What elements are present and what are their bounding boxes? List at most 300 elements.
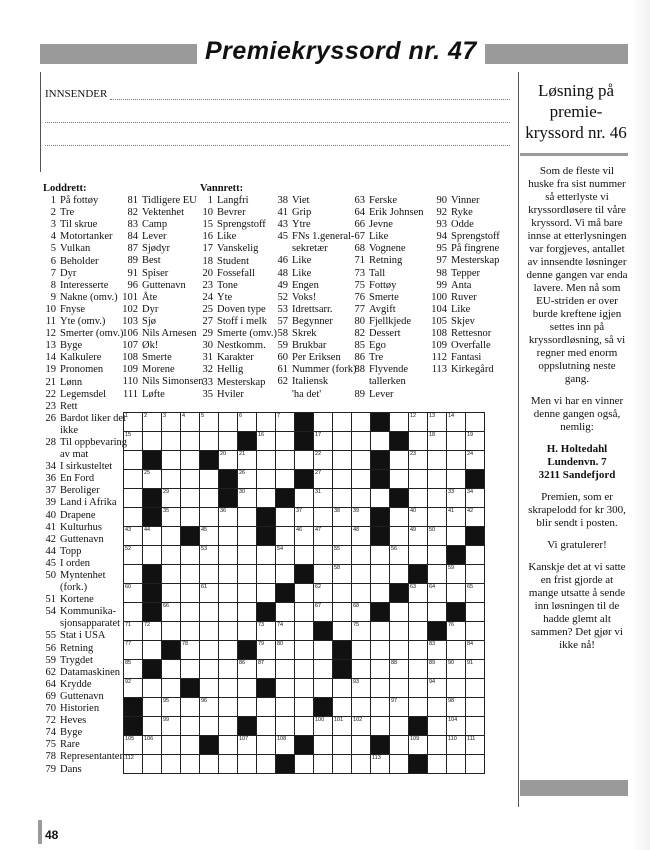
grid-cell[interactable] [390, 736, 409, 755]
grid-cell[interactable] [162, 755, 181, 774]
grid-cell[interactable] [200, 413, 219, 432]
grid-cell[interactable] [219, 717, 238, 736]
grid-cell[interactable] [162, 679, 181, 698]
grid-cell[interactable] [428, 527, 447, 546]
grid-cell[interactable] [333, 546, 352, 565]
grid-cell[interactable] [124, 622, 143, 641]
grid-cell[interactable] [143, 527, 162, 546]
grid-cell[interactable] [466, 698, 485, 717]
grid-cell[interactable] [162, 717, 181, 736]
grid-cell[interactable] [352, 527, 371, 546]
grid-cell[interactable] [333, 413, 352, 432]
grid-cell[interactable] [238, 660, 257, 679]
grid-cell[interactable] [238, 679, 257, 698]
grid-cell[interactable] [200, 470, 219, 489]
grid-cell[interactable] [295, 584, 314, 603]
grid-cell[interactable] [314, 565, 333, 584]
grid-cell[interactable] [257, 622, 276, 641]
grid-cell[interactable] [333, 679, 352, 698]
grid-cell[interactable] [314, 641, 333, 660]
grid-cell[interactable] [124, 641, 143, 660]
grid-cell[interactable] [257, 413, 276, 432]
grid-cell[interactable] [428, 413, 447, 432]
grid-cell[interactable] [466, 413, 485, 432]
grid-cell[interactable] [238, 755, 257, 774]
grid-cell[interactable] [181, 736, 200, 755]
grid-cell[interactable] [295, 717, 314, 736]
grid-cell[interactable] [162, 508, 181, 527]
grid-cell[interactable] [200, 679, 219, 698]
grid-cell[interactable] [162, 470, 181, 489]
grid-cell[interactable] [314, 603, 333, 622]
grid-cell[interactable] [409, 527, 428, 546]
grid-cell[interactable] [447, 641, 466, 660]
grid-cell[interactable] [390, 717, 409, 736]
grid-cell[interactable] [124, 489, 143, 508]
grid-cell[interactable] [181, 470, 200, 489]
grid-cell[interactable] [276, 641, 295, 660]
address-line-2[interactable] [45, 144, 510, 146]
grid-cell[interactable] [466, 546, 485, 565]
grid-cell[interactable] [200, 432, 219, 451]
grid-cell[interactable] [428, 489, 447, 508]
grid-cell[interactable] [257, 451, 276, 470]
grid-cell[interactable] [276, 698, 295, 717]
grid-cell[interactable] [124, 565, 143, 584]
grid-cell[interactable] [295, 698, 314, 717]
grid-cell[interactable] [352, 660, 371, 679]
grid-cell[interactable] [276, 622, 295, 641]
grid-cell[interactable] [371, 546, 390, 565]
grid-cell[interactable] [428, 717, 447, 736]
grid-cell[interactable] [295, 755, 314, 774]
grid-cell[interactable] [333, 698, 352, 717]
grid-cell[interactable] [314, 679, 333, 698]
grid-cell[interactable] [143, 698, 162, 717]
grid-cell[interactable] [238, 622, 257, 641]
grid-cell[interactable] [333, 736, 352, 755]
grid-cell[interactable] [466, 508, 485, 527]
grid-cell[interactable] [390, 641, 409, 660]
grid-cell[interactable] [333, 755, 352, 774]
grid-cell[interactable] [295, 641, 314, 660]
grid-cell[interactable] [181, 565, 200, 584]
grid-cell[interactable] [333, 584, 352, 603]
grid-cell[interactable] [143, 755, 162, 774]
grid-cell[interactable] [371, 660, 390, 679]
grid-cell[interactable] [257, 489, 276, 508]
grid-cell[interactable] [181, 660, 200, 679]
grid-cell[interactable] [447, 527, 466, 546]
grid-cell[interactable] [352, 622, 371, 641]
grid-cell[interactable] [238, 470, 257, 489]
grid-cell[interactable] [162, 432, 181, 451]
grid-cell[interactable] [276, 565, 295, 584]
grid-cell[interactable] [352, 470, 371, 489]
grid-cell[interactable] [238, 546, 257, 565]
grid-cell[interactable] [238, 527, 257, 546]
grid-cell[interactable] [428, 432, 447, 451]
grid-cell[interactable] [276, 736, 295, 755]
grid-cell[interactable] [352, 584, 371, 603]
grid-cell[interactable] [466, 565, 485, 584]
grid-cell[interactable] [428, 584, 447, 603]
grid-cell[interactable] [219, 736, 238, 755]
grid-cell[interactable] [314, 470, 333, 489]
grid-cell[interactable] [447, 698, 466, 717]
grid-cell[interactable] [162, 584, 181, 603]
grid-cell[interactable] [333, 527, 352, 546]
grid-cell[interactable] [181, 603, 200, 622]
grid-cell[interactable] [295, 508, 314, 527]
grid-cell[interactable] [295, 660, 314, 679]
grid-cell[interactable] [257, 755, 276, 774]
grid-cell[interactable] [314, 736, 333, 755]
grid-cell[interactable] [276, 603, 295, 622]
grid-cell[interactable] [466, 717, 485, 736]
grid-cell[interactable] [333, 489, 352, 508]
grid-cell[interactable] [409, 470, 428, 489]
grid-cell[interactable] [162, 736, 181, 755]
grid-cell[interactable] [143, 622, 162, 641]
grid-cell[interactable] [295, 603, 314, 622]
grid-cell[interactable] [409, 508, 428, 527]
grid-cell[interactable] [333, 508, 352, 527]
grid-cell[interactable] [333, 470, 352, 489]
grid-cell[interactable] [219, 451, 238, 470]
grid-cell[interactable] [352, 698, 371, 717]
grid-cell[interactable] [447, 717, 466, 736]
grid-cell[interactable] [143, 470, 162, 489]
grid-cell[interactable] [314, 584, 333, 603]
grid-cell[interactable] [238, 565, 257, 584]
grid-cell[interactable] [181, 717, 200, 736]
grid-cell[interactable] [124, 413, 143, 432]
grid-cell[interactable] [447, 660, 466, 679]
grid-cell[interactable] [428, 641, 447, 660]
grid-cell[interactable] [219, 546, 238, 565]
grid-cell[interactable] [466, 584, 485, 603]
grid-cell[interactable] [276, 413, 295, 432]
grid-cell[interactable] [352, 546, 371, 565]
grid-cell[interactable] [276, 470, 295, 489]
grid-cell[interactable] [428, 451, 447, 470]
grid-cell[interactable] [219, 698, 238, 717]
grid-cell[interactable] [428, 698, 447, 717]
grid-cell[interactable] [447, 622, 466, 641]
grid-cell[interactable] [333, 451, 352, 470]
grid-cell[interactable] [352, 717, 371, 736]
grid-cell[interactable] [352, 679, 371, 698]
grid-cell[interactable] [162, 698, 181, 717]
grid-cell[interactable] [428, 565, 447, 584]
grid-cell[interactable] [447, 584, 466, 603]
grid-cell[interactable] [371, 622, 390, 641]
grid-cell[interactable] [314, 755, 333, 774]
grid-cell[interactable] [257, 698, 276, 717]
grid-cell[interactable] [390, 565, 409, 584]
grid-cell[interactable] [466, 603, 485, 622]
grid-cell[interactable] [143, 641, 162, 660]
grid-cell[interactable] [371, 584, 390, 603]
grid-cell[interactable] [257, 546, 276, 565]
grid-cell[interactable] [200, 489, 219, 508]
grid-cell[interactable] [409, 451, 428, 470]
grid-cell[interactable] [238, 736, 257, 755]
grid-cell[interactable] [200, 508, 219, 527]
address-line-1[interactable] [45, 121, 510, 123]
grid-cell[interactable] [352, 413, 371, 432]
grid-cell[interactable] [390, 413, 409, 432]
grid-cell[interactable] [200, 565, 219, 584]
grid-cell[interactable] [162, 546, 181, 565]
grid-cell[interactable] [371, 641, 390, 660]
grid-cell[interactable] [390, 622, 409, 641]
grid-cell[interactable] [409, 679, 428, 698]
grid-cell[interactable] [219, 508, 238, 527]
grid-cell[interactable] [428, 660, 447, 679]
grid-cell[interactable] [219, 679, 238, 698]
grid-cell[interactable] [276, 717, 295, 736]
grid-cell[interactable] [314, 717, 333, 736]
grid-cell[interactable] [219, 641, 238, 660]
grid-cell[interactable] [333, 565, 352, 584]
grid-cell[interactable] [238, 489, 257, 508]
grid-cell[interactable] [371, 679, 390, 698]
grid-cell[interactable] [181, 432, 200, 451]
grid-cell[interactable] [181, 413, 200, 432]
grid-cell[interactable] [390, 679, 409, 698]
grid-cell[interactable] [295, 622, 314, 641]
grid-cell[interactable] [257, 432, 276, 451]
grid-cell[interactable] [238, 508, 257, 527]
grid-cell[interactable] [466, 432, 485, 451]
grid-cell[interactable] [162, 489, 181, 508]
grid-cell[interactable] [257, 584, 276, 603]
grid-cell[interactable] [409, 603, 428, 622]
grid-cell[interactable] [238, 603, 257, 622]
grid-cell[interactable] [219, 660, 238, 679]
grid-cell[interactable] [200, 622, 219, 641]
innsender-line[interactable] [110, 98, 510, 100]
grid-cell[interactable] [352, 603, 371, 622]
grid-cell[interactable] [428, 755, 447, 774]
grid-cell[interactable] [143, 736, 162, 755]
grid-cell[interactable] [295, 679, 314, 698]
grid-cell[interactable] [333, 603, 352, 622]
grid-cell[interactable] [409, 641, 428, 660]
grid-cell[interactable] [409, 413, 428, 432]
grid-cell[interactable] [428, 603, 447, 622]
grid-cell[interactable] [428, 546, 447, 565]
grid-cell[interactable] [352, 451, 371, 470]
grid-cell[interactable] [124, 451, 143, 470]
grid-cell[interactable] [390, 470, 409, 489]
grid-cell[interactable] [143, 717, 162, 736]
grid-cell[interactable] [143, 546, 162, 565]
grid-cell[interactable] [371, 432, 390, 451]
grid-cell[interactable] [466, 660, 485, 679]
grid-cell[interactable] [219, 622, 238, 641]
grid-cell[interactable] [352, 432, 371, 451]
grid-cell[interactable] [257, 660, 276, 679]
grid-cell[interactable] [352, 641, 371, 660]
grid-cell[interactable] [162, 565, 181, 584]
grid-cell[interactable] [200, 546, 219, 565]
grid-cell[interactable] [390, 451, 409, 470]
grid-cell[interactable] [200, 584, 219, 603]
grid-cell[interactable] [466, 489, 485, 508]
grid-cell[interactable] [238, 413, 257, 432]
grid-cell[interactable] [314, 508, 333, 527]
grid-cell[interactable] [447, 489, 466, 508]
grid-cell[interactable] [352, 489, 371, 508]
grid-cell[interactable] [200, 527, 219, 546]
grid-cell[interactable] [447, 679, 466, 698]
grid-cell[interactable] [181, 755, 200, 774]
grid-cell[interactable] [219, 584, 238, 603]
grid-cell[interactable] [276, 546, 295, 565]
grid-cell[interactable] [162, 527, 181, 546]
grid-cell[interactable] [162, 413, 181, 432]
grid-cell[interactable] [428, 736, 447, 755]
grid-cell[interactable] [466, 641, 485, 660]
grid-cell[interactable] [124, 546, 143, 565]
grid-cell[interactable] [466, 622, 485, 641]
grid-cell[interactable] [162, 603, 181, 622]
grid-cell[interactable] [409, 622, 428, 641]
grid-cell[interactable] [143, 413, 162, 432]
grid-cell[interactable] [428, 508, 447, 527]
grid-cell[interactable] [390, 508, 409, 527]
grid-cell[interactable] [447, 451, 466, 470]
grid-cell[interactable] [181, 508, 200, 527]
grid-cell[interactable] [200, 755, 219, 774]
grid-cell[interactable] [124, 736, 143, 755]
grid-cell[interactable] [409, 489, 428, 508]
grid-cell[interactable] [181, 451, 200, 470]
grid-cell[interactable] [333, 717, 352, 736]
grid-cell[interactable] [200, 603, 219, 622]
grid-cell[interactable] [295, 527, 314, 546]
grid-cell[interactable] [447, 736, 466, 755]
grid-cell[interactable] [124, 508, 143, 527]
grid-cell[interactable] [409, 660, 428, 679]
grid-cell[interactable] [162, 451, 181, 470]
grid-cell[interactable] [409, 584, 428, 603]
grid-cell[interactable] [447, 470, 466, 489]
grid-cell[interactable] [257, 470, 276, 489]
grid-cell[interactable] [124, 755, 143, 774]
grid-cell[interactable] [238, 451, 257, 470]
grid-cell[interactable] [124, 470, 143, 489]
grid-cell[interactable] [447, 508, 466, 527]
grid-cell[interactable] [181, 546, 200, 565]
grid-cell[interactable] [276, 451, 295, 470]
grid-cell[interactable] [181, 489, 200, 508]
grid-cell[interactable] [200, 641, 219, 660]
grid-cell[interactable] [409, 736, 428, 755]
grid-cell[interactable] [390, 755, 409, 774]
grid-cell[interactable] [466, 755, 485, 774]
grid-cell[interactable] [200, 660, 219, 679]
grid-cell[interactable] [143, 432, 162, 451]
grid-cell[interactable] [200, 698, 219, 717]
grid-cell[interactable] [447, 755, 466, 774]
grid-cell[interactable] [276, 527, 295, 546]
grid-cell[interactable] [314, 432, 333, 451]
grid-cell[interactable] [447, 413, 466, 432]
grid-cell[interactable] [200, 717, 219, 736]
grid-cell[interactable] [181, 622, 200, 641]
grid-cell[interactable] [314, 546, 333, 565]
grid-cell[interactable] [124, 603, 143, 622]
grid-cell[interactable] [333, 432, 352, 451]
grid-cell[interactable] [257, 565, 276, 584]
grid-cell[interactable] [314, 489, 333, 508]
grid-cell[interactable] [276, 679, 295, 698]
grid-cell[interactable] [371, 717, 390, 736]
grid-cell[interactable] [314, 527, 333, 546]
grid-cell[interactable] [257, 736, 276, 755]
grid-cell[interactable] [371, 489, 390, 508]
grid-cell[interactable] [371, 698, 390, 717]
grid-cell[interactable] [162, 622, 181, 641]
grid-cell[interactable] [276, 432, 295, 451]
grid-cell[interactable] [447, 432, 466, 451]
grid-cell[interactable] [162, 660, 181, 679]
grid-cell[interactable] [352, 736, 371, 755]
grid-cell[interactable] [390, 527, 409, 546]
grid-cell[interactable] [314, 660, 333, 679]
grid-cell[interactable] [295, 451, 314, 470]
grid-cell[interactable] [143, 679, 162, 698]
grid-cell[interactable] [447, 565, 466, 584]
grid-cell[interactable] [428, 470, 447, 489]
grid-cell[interactable] [276, 660, 295, 679]
grid-cell[interactable] [257, 641, 276, 660]
grid-cell[interactable] [219, 755, 238, 774]
grid-cell[interactable] [314, 413, 333, 432]
grid-cell[interactable] [409, 698, 428, 717]
grid-cell[interactable] [352, 508, 371, 527]
grid-cell[interactable] [295, 489, 314, 508]
grid-cell[interactable] [124, 679, 143, 698]
grid-cell[interactable] [181, 641, 200, 660]
grid-cell[interactable] [181, 698, 200, 717]
grid-cell[interactable] [390, 546, 409, 565]
grid-cell[interactable] [390, 660, 409, 679]
grid-cell[interactable] [371, 565, 390, 584]
grid-cell[interactable] [219, 432, 238, 451]
grid-cell[interactable] [219, 413, 238, 432]
grid-cell[interactable] [466, 736, 485, 755]
grid-cell[interactable] [276, 508, 295, 527]
grid-cell[interactable] [352, 755, 371, 774]
grid-cell[interactable] [352, 565, 371, 584]
grid-cell[interactable] [181, 584, 200, 603]
grid-cell[interactable] [124, 527, 143, 546]
grid-cell[interactable] [238, 698, 257, 717]
grid-cell[interactable] [219, 565, 238, 584]
grid-cell[interactable] [219, 527, 238, 546]
grid-cell[interactable] [333, 622, 352, 641]
grid-cell[interactable] [409, 546, 428, 565]
grid-cell[interactable] [371, 755, 390, 774]
grid-cell[interactable] [124, 660, 143, 679]
grid-cell[interactable] [295, 546, 314, 565]
grid-cell[interactable] [466, 679, 485, 698]
